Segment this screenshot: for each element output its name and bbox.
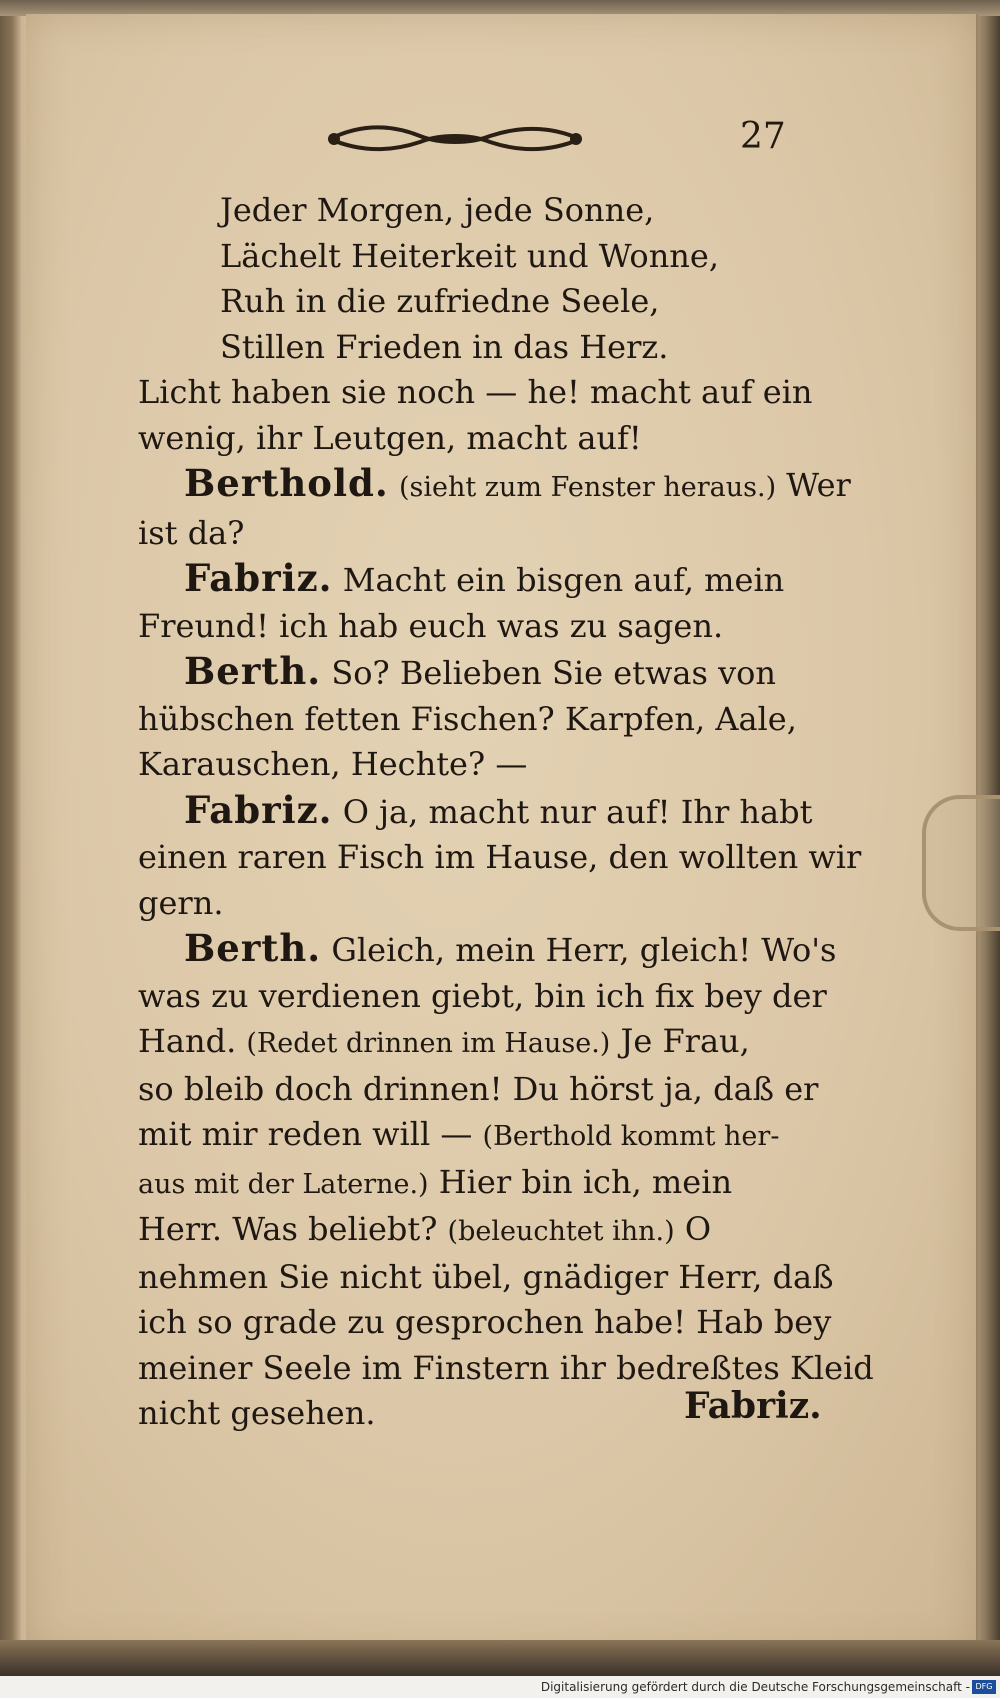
dialogue-line bbox=[138, 461, 851, 511]
dialogue-line bbox=[138, 926, 837, 974]
text-line: Karauschen, Hechte? — bbox=[138, 745, 528, 783]
verse-line: Ruh in die zufriedne Seele, bbox=[220, 282, 660, 320]
stage-direction: (beleuchtet ihn.) bbox=[447, 1216, 675, 1247]
dialogue-text: O ja, macht nur auf! Ihr habt bbox=[342, 792, 813, 831]
text-line: was zu verdienen giebt, bin ich fix bey der bbox=[138, 976, 827, 1015]
text-line bbox=[138, 1207, 802, 1255]
text-line bbox=[138, 1019, 802, 1067]
verse-line: Jeder Morgen, jede Sonne, bbox=[220, 191, 655, 229]
catchword: Fabriz. bbox=[684, 1385, 822, 1427]
text-line: meiner Seele im Finstern ihr bedreßtes Kleid bbox=[138, 1348, 874, 1387]
text-fragment: Herr. Was beliebt? bbox=[138, 1210, 438, 1248]
stage-direction: (Berthold kommt her- bbox=[482, 1121, 780, 1152]
speaker-name: Berth. bbox=[184, 926, 322, 970]
dialogue-text: So? Belieben Sie etwas von bbox=[331, 654, 777, 692]
dialogue-text: Macht ein bisgen auf, mein bbox=[342, 561, 785, 599]
speaker-name: Fabriz. bbox=[184, 556, 333, 600]
dialogue-line bbox=[138, 556, 802, 604]
text-line: wenig, ihr Leutgen, macht auf! bbox=[138, 418, 642, 457]
text-line: einen raren Fisch im Hause, den wollten wir bbox=[138, 838, 862, 876]
stage-direction: aus mit der Laterne.) bbox=[138, 1168, 429, 1200]
text-line: hübschen fetten Fischen? Karpfen, Aale, bbox=[138, 699, 797, 738]
text-line: so bleib doch drinnen! Du hörst ja, daß er bbox=[138, 1069, 819, 1108]
text-fragment: Je Frau, bbox=[620, 1022, 750, 1060]
verse-line: Stillen Frieden in das Herz. bbox=[220, 327, 669, 366]
text-line bbox=[138, 1160, 802, 1208]
text-line: nehmen Sie nicht übel, gnädiger Herr, daß bbox=[138, 1257, 834, 1296]
speaker-name: Berthold. bbox=[184, 461, 389, 505]
book-clasp bbox=[922, 795, 1000, 931]
stage-direction: (sieht zum Fenster heraus.) bbox=[398, 472, 777, 503]
text-fragment: Hier bin ich, mein bbox=[438, 1162, 733, 1201]
speaker-name: Fabriz. bbox=[184, 787, 333, 832]
verse-line: Lächelt Heiterkeit und Wonne, bbox=[220, 236, 720, 275]
page-text bbox=[138, 188, 874, 1437]
text-line: Freund! ich hab euch was zu sagen. bbox=[138, 606, 724, 645]
dialogue-line bbox=[138, 787, 813, 836]
text-line: nicht gesehen. bbox=[138, 1394, 376, 1432]
dialogue-text: Wer bbox=[786, 466, 851, 504]
text-line bbox=[138, 1112, 802, 1160]
dialogue-text: Gleich, mein Herr, gleich! Wo's bbox=[331, 931, 837, 969]
dfg-logo-icon: DFG bbox=[972, 1680, 996, 1694]
stage-direction: (Redet drinnen im Hause.) bbox=[246, 1028, 611, 1059]
text-fragment: Hand. bbox=[138, 1022, 237, 1060]
text-line: gern. bbox=[138, 883, 224, 922]
speaker-name: Berth. bbox=[184, 649, 322, 693]
text-line: ich so grade zu gesprochen habe! Hab bey bbox=[138, 1303, 832, 1341]
footer-credit: Digitalisierung gefördert durch die Deutsche Forschungsgemeinschaft - bbox=[540, 1680, 970, 1694]
ornament-icon bbox=[320, 122, 590, 156]
footer-bar bbox=[0, 1676, 1000, 1698]
dialogue-line bbox=[138, 649, 802, 697]
text-fragment: O bbox=[684, 1210, 712, 1248]
text-fragment: mit mir reden will — bbox=[138, 1115, 473, 1153]
page-number: 27 bbox=[740, 116, 786, 157]
book-bottom-edge bbox=[0, 1640, 1000, 1676]
text-line: Licht haben sie noch — he! macht auf ein bbox=[138, 373, 813, 411]
text-line: ist da? bbox=[138, 513, 245, 552]
